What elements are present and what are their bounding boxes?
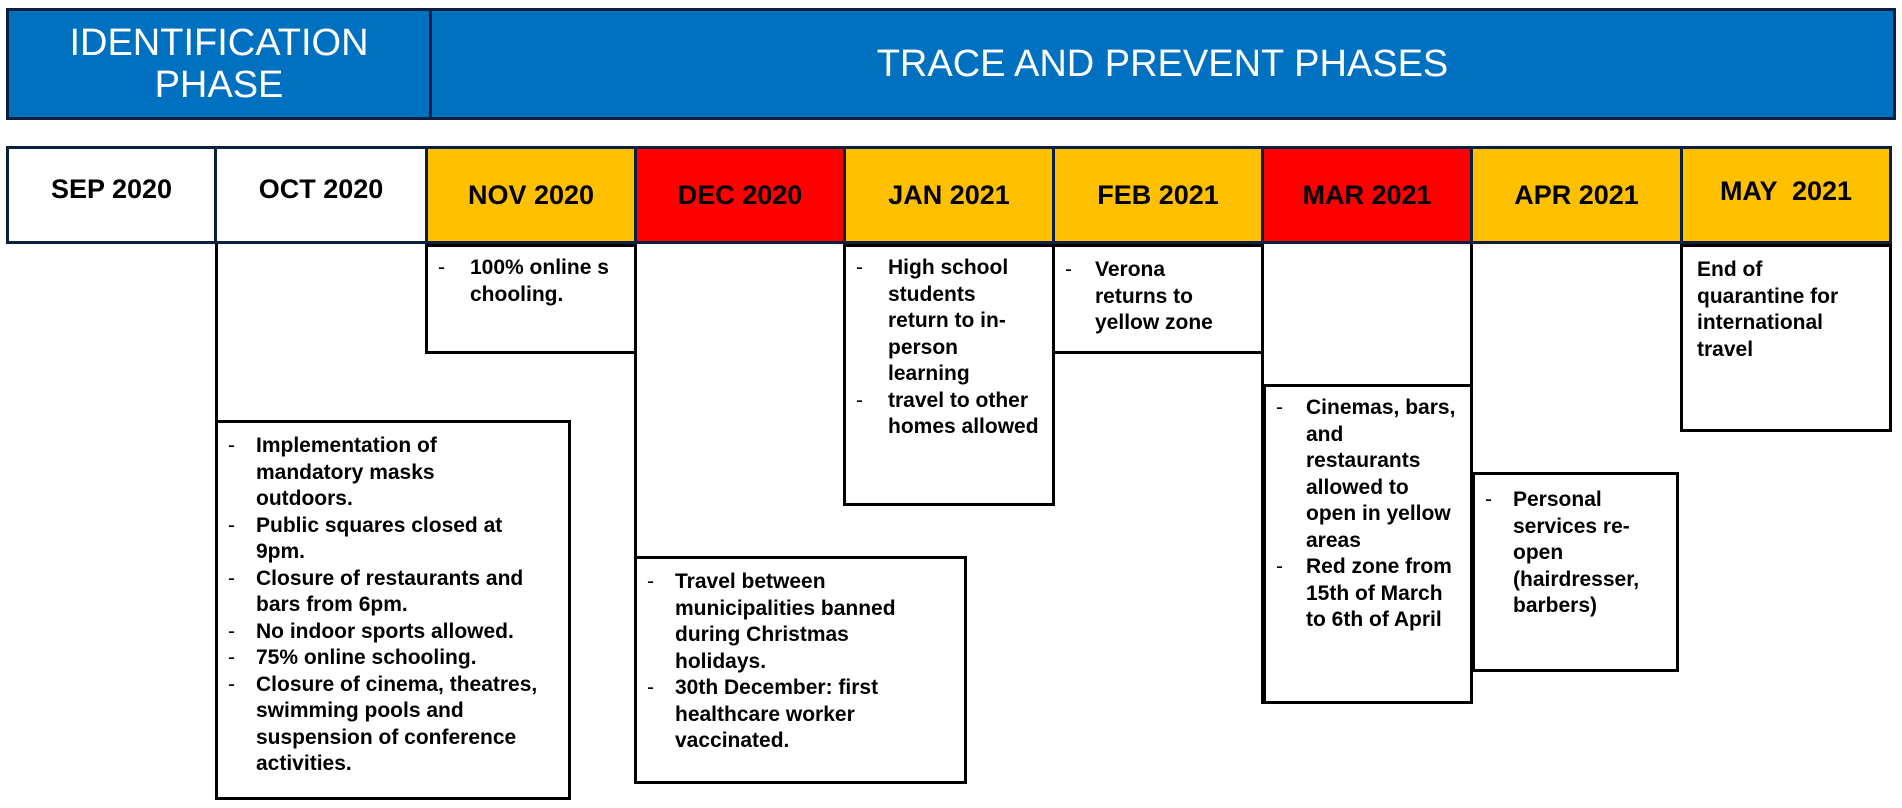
event-item: - Closure of cinema, theatres, swimming pools and suspension of conference activities. (218, 672, 568, 778)
month-jan-2021: JAN 2021 (843, 146, 1055, 244)
event-item: - No indoor sports allowed. (218, 619, 568, 646)
events-feb-2021 (1052, 244, 1264, 354)
event-item: - High school students return to in-person learning (846, 255, 1052, 388)
month-nov-2020: NOV 2020 (425, 146, 637, 244)
event-item: - Travel between municipalities banned during Christmas holidays. (637, 569, 964, 675)
events-nov-2020 (425, 244, 637, 354)
event-item: - Personal services re-open (hairdresser, barbers) (1475, 487, 1676, 620)
event-item: - travel to other homes allowed (846, 388, 1052, 441)
event-item: - 100% online schooling. (428, 255, 634, 308)
events-oct-2020 (215, 420, 571, 800)
trace-prevent-phase-label: TRACE AND PREVENT PHASES (876, 43, 1449, 85)
event-item: - 30th December: first healthcare worker vaccinated. (637, 675, 964, 755)
event-item: - Verona returns to yellow zone (1055, 257, 1261, 337)
identification-phase-label: IDENTIFICATION PHASE (69, 22, 369, 106)
events-mar-2021 (1263, 384, 1473, 704)
month-sep-2020: SEP 2020 (6, 146, 217, 244)
month-mar-2021: MAR 2021 (1261, 146, 1473, 244)
events-dec-2020 (634, 556, 967, 784)
connector-oct (215, 244, 218, 422)
month-apr-2021: APR 2021 (1470, 146, 1683, 244)
event-item: - Closure of restaurants and bars from 6pm. (218, 566, 568, 619)
month-feb-2021: FEB 2021 (1052, 146, 1264, 244)
month-may-2021: MAY 2021 (1680, 146, 1892, 244)
month-dec-2020: DEC 2020 (634, 146, 846, 244)
events-apr-2021 (1472, 472, 1679, 672)
identification-phase-banner (6, 8, 432, 120)
event-item: - Cinemas, bars, and restaurants allowed to open in yellow areas (1266, 395, 1470, 554)
month-oct-2020: OCT 2020 (214, 146, 428, 244)
event-item: End of quarantine for international travel (1697, 258, 1839, 361)
event-item: - 75% online schooling. (218, 645, 568, 672)
events-jan-2021 (843, 244, 1055, 506)
trace-prevent-phase-banner (429, 8, 1896, 120)
event-item: - Implementation of mandatory masks outdoors. (218, 433, 568, 513)
event-item: - Red zone from 15th of March to 6th of April (1266, 554, 1470, 634)
events-may-2021 (1680, 244, 1892, 432)
event-item: - Public squares closed at 9pm. (218, 513, 568, 566)
